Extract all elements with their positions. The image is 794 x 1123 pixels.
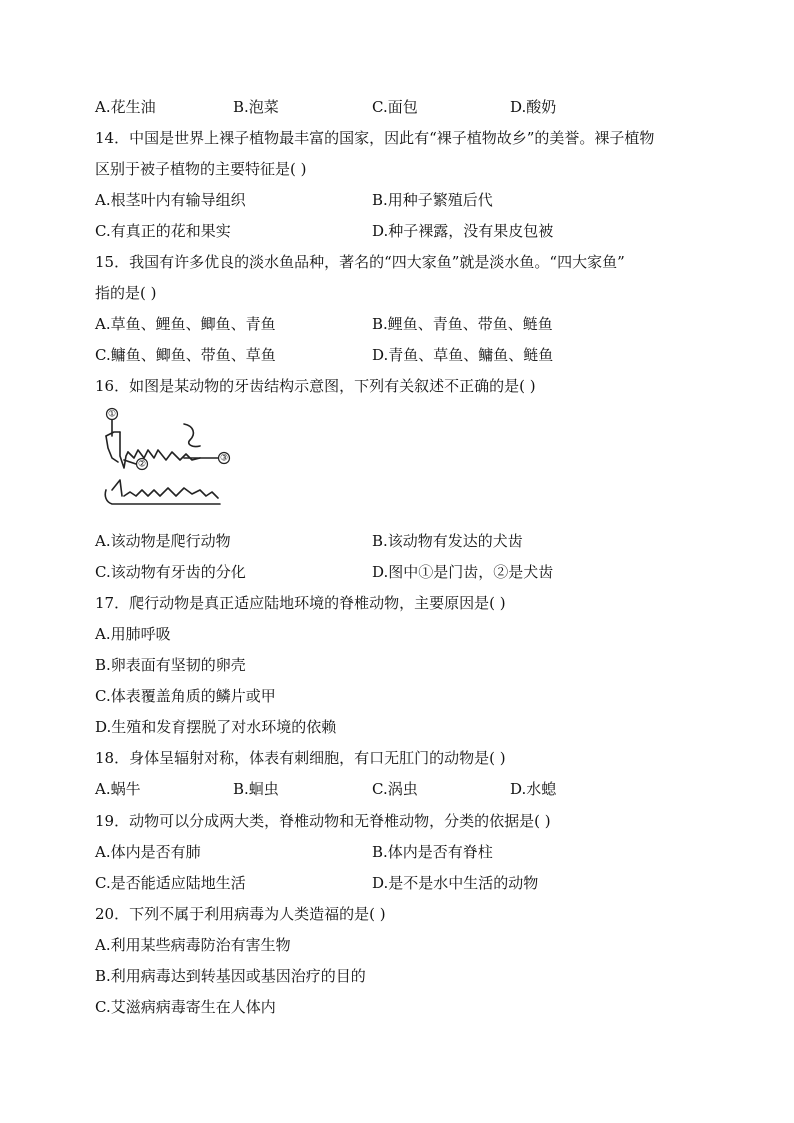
q16-stem: 16．如图是某动物的牙齿结构示意图，下列有关叙述不正确的是( )	[95, 377, 536, 395]
q14-stem-line1: 14．中国是世界上裸子植物最丰富的国家，因此有“裸子植物故乡”的美誉。裸子植物	[95, 129, 655, 147]
q18-option-b[interactable]: B.蛔虫	[233, 780, 279, 798]
q13-option-d[interactable]: D.酸奶	[510, 98, 557, 116]
q17-option-b[interactable]: B.卵表面有坚韧的卵壳	[95, 656, 246, 674]
teeth-structure-figure	[100, 406, 240, 514]
q14-option-c[interactable]: C.有真正的花和果实	[95, 222, 231, 240]
q18-option-d[interactable]: D.水螅	[510, 780, 557, 798]
q16-option-b[interactable]: B.该动物有发达的犬齿	[372, 532, 523, 550]
q18-stem: 18．身体呈辐射对称，体表有刺细胞，有口无肛门的动物是( )	[95, 749, 506, 767]
q20-option-a[interactable]: A.利用某些病毒防治有害生物	[95, 936, 291, 954]
q20-stem: 20．下列不属于利用病毒为人类造福的是( )	[95, 905, 386, 923]
q20-option-b[interactable]: B.利用病毒达到转基因或基因治疗的目的	[95, 967, 366, 985]
q19-option-d[interactable]: D.是不是水中生活的动物	[372, 874, 539, 892]
q14-option-d[interactable]: D.种子裸露，没有果皮包被	[372, 222, 554, 240]
q17-option-d[interactable]: D.生殖和发育摆脱了对水环境的依赖	[95, 718, 337, 736]
q17-stem: 17．爬行动物是真正适应陆地环境的脊椎动物，主要原因是( )	[95, 594, 506, 612]
lower-cheek-teeth	[124, 488, 218, 498]
q20-option-c[interactable]: C.艾滋病病毒寄生在人体内	[95, 998, 276, 1016]
upper-jaw-front	[106, 432, 120, 436]
q17-option-c[interactable]: C.体表覆盖角质的鳞片或甲	[95, 687, 276, 705]
q15-stem-line1: 15．我国有许多优良的淡水鱼品种，著名的“四大家鱼”就是淡水鱼。“四大家鱼”	[95, 253, 625, 271]
q19-option-a[interactable]: A.体内是否有肺	[95, 843, 201, 861]
q19-stem: 19．动物可以分成两大类，脊椎动物和无脊椎动物，分类的依据是( )	[95, 812, 551, 830]
q15-option-a[interactable]: A.草鱼、鲤鱼、鲫鱼、青鱼	[95, 315, 276, 333]
q16-option-a[interactable]: A.该动物是爬行动物	[95, 532, 231, 550]
q15-option-d[interactable]: D.青鱼、草鱼、鳙鱼、鲢鱼	[372, 346, 554, 364]
q19-option-b[interactable]: B.体内是否有脊柱	[372, 843, 493, 861]
q15-option-b[interactable]: B.鲤鱼、青鱼、带鱼、鲢鱼	[372, 315, 553, 333]
q14-option-b[interactable]: B.用种子繁殖后代	[372, 191, 493, 209]
q15-option-c[interactable]: C.鳙鱼、鲫鱼、带鱼、草鱼	[95, 346, 276, 364]
q19-option-c[interactable]: C.是否能适应陆地生活	[95, 874, 246, 892]
q13-option-a[interactable]: A.花生油	[95, 98, 156, 116]
q13-option-b[interactable]: B.泡菜	[233, 98, 279, 116]
upper-jaw-curve	[106, 436, 118, 462]
q15-stem-line2: 指的是( )	[95, 284, 157, 302]
q18-option-c[interactable]: C.涡虫	[372, 780, 418, 798]
figure-label-1: ①	[107, 409, 117, 420]
lower-canine	[112, 480, 122, 496]
q14-option-a[interactable]: A.根茎叶内有输导组织	[95, 191, 246, 209]
q18-option-a[interactable]: A.蜗牛	[95, 780, 141, 798]
q13-option-c[interactable]: C.面包	[372, 98, 418, 116]
figure-label-3: ③	[219, 453, 229, 464]
q16-option-c[interactable]: C.该动物有牙齿的分化	[95, 563, 246, 581]
q14-stem-line2: 区别于被子植物的主要特征是( )	[95, 160, 307, 178]
figure-label-2: ②	[137, 459, 147, 470]
q16-option-d[interactable]: D.图中①是门齿，②是犬齿	[372, 563, 554, 581]
upper-canine	[120, 432, 128, 468]
wavy-line	[184, 424, 200, 447]
q17-option-a[interactable]: A.用肺呼吸	[95, 625, 171, 643]
